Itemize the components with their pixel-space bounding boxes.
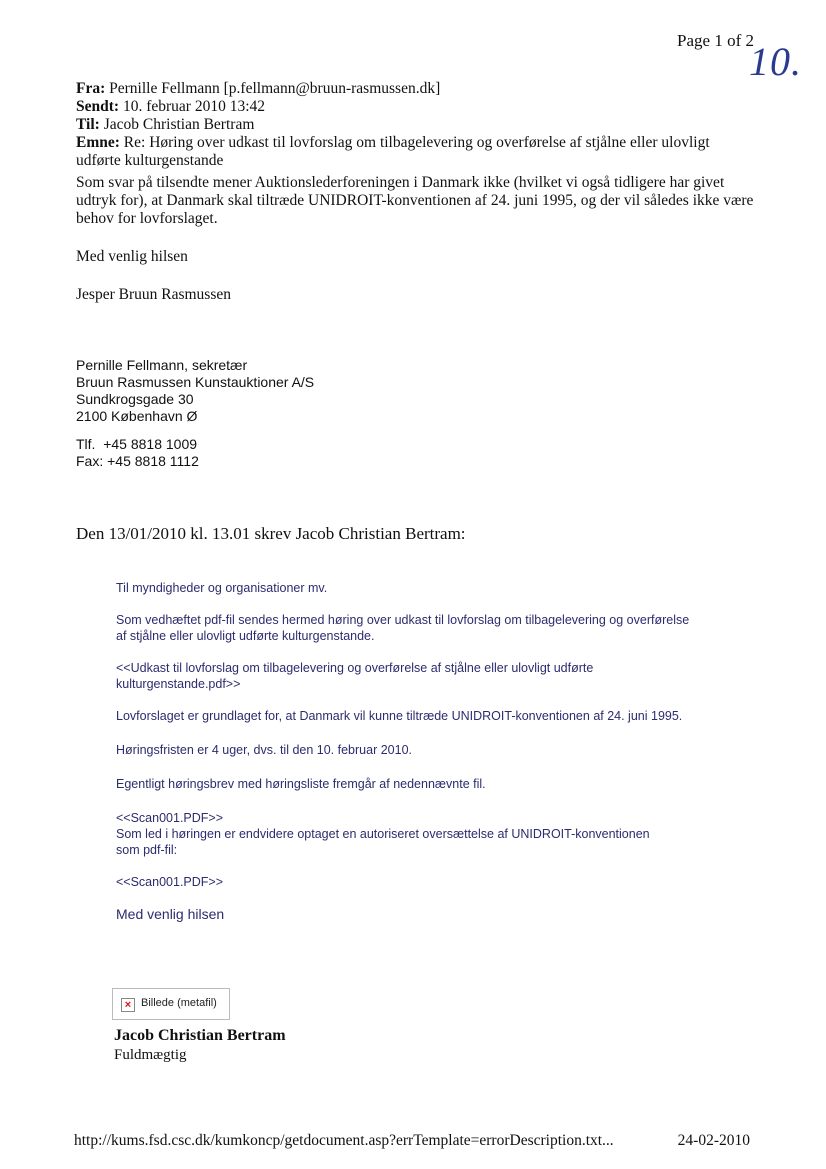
- quoted-paragraph: Lovforslaget er grundlaget for, at Danmark vil kunne tiltræde UNIDROIT-konventionen af 24. juni 1995.: [116, 709, 683, 723]
- signer-name: Jesper Bruun Rasmussen: [76, 286, 231, 303]
- sent-line: Sendt: 10. februar 2010 13:42: [76, 98, 266, 115]
- from-line: Fra: Pernille Fellmann [p.fellmann@bruun-rasmussen.dk]: [76, 80, 441, 97]
- to-value: Jacob Christian Bertram: [103, 116, 255, 133]
- sender-name: Jacob Christian Bertram: [114, 1027, 286, 1044]
- broken-image-icon: ×: [121, 998, 135, 1012]
- sig-phone: Tlf. +45 8818 1009: [76, 436, 198, 452]
- body-text: Som svar på tilsendte mener Auktionslederforeningen i Danmark ikke (hvilket vi også tidligere har givet udtryk for), at Danmark skal tiltræde UNIDROIT-konventionen af 24. juni 1995, og der vil således ikke være behov for lovforslaget.: [76, 174, 754, 227]
- sig-line: Sundkrogsgade 30: [76, 391, 194, 407]
- footer-date: 24-02-2010: [677, 1132, 750, 1149]
- image-placeholder-label: Billede (metafil): [141, 997, 217, 1009]
- quoted-greeting: Med venlig hilsen: [116, 906, 225, 922]
- sent-value: 10. februar 2010 13:42: [122, 98, 266, 115]
- page-number: Page 1 of 2: [677, 31, 754, 50]
- footer-url: http://kums.fsd.csc.dk/kumkoncp/getdocument.asp?errTemplate=errorDescription.txt...: [74, 1132, 614, 1149]
- quoted-paragraph: Til myndigheder og organisationer mv.: [116, 581, 328, 595]
- subject-value: Re: Høring over udkast til lovforslag om tilbagelevering og overførelse af stjålne eller ulovligt udførte kulturgenstande: [76, 134, 710, 169]
- greeting: Med venlig hilsen: [76, 248, 188, 265]
- quoted-paragraph: Som led i høringen er endvidere optaget en autoriseret oversættelse af UNIDROIT-konventionen som pdf-fil:: [116, 827, 650, 857]
- quoted-paragraph: <<Scan001.PDF>>: [116, 811, 224, 825]
- image-placeholder: [112, 988, 230, 1020]
- quoted-paragraph: Egentligt høringsbrev med høringsliste fremgår af nedennævnte fil.: [116, 777, 486, 791]
- sender-title: Fuldmægtig: [114, 1047, 187, 1063]
- quote-intro: Den 13/01/2010 kl. 13.01 skrev Jacob Christian Bertram:: [76, 524, 466, 543]
- from-value: Pernille Fellmann [p.fellmann@bruun-rasmussen.dk]: [109, 80, 441, 97]
- quoted-paragraph: Som vedhæftet pdf-fil sendes hermed høring over udkast til lovforslag om tilbagelevering og overførelse af stjålne eller ulovligt udførte kulturgenstande.: [116, 613, 690, 643]
- handwritten-mark: 10.: [749, 39, 802, 84]
- quoted-paragraph: <<Scan001.PDF>>: [116, 875, 224, 889]
- quoted-paragraph: Høringsfristen er 4 uger, dvs. til den 10. februar 2010.: [116, 743, 412, 757]
- sig-line: Pernille Fellmann, sekretær: [76, 357, 248, 373]
- sig-fax: Fax: +45 8818 1112: [76, 453, 199, 469]
- sig-line: 2100 København Ø: [76, 408, 198, 424]
- signature-block: [76, 357, 314, 470]
- subject-line: Emne: Re: Høring over udkast til lovforslag om tilbagelevering og overførelse af stjålne eller ulovligt udførte kulturgenstande: [76, 134, 710, 169]
- sig-line: Bruun Rasmussen Kunstauktioner A/S: [76, 374, 315, 390]
- to-line: Til: Jacob Christian Bertram: [76, 116, 255, 133]
- email-header: [76, 80, 756, 170]
- quoted-paragraph: <<Udkast til lovforslag om tilbagelevering og overførelse af stjålne eller ulovligt udførte kulturgenstande.pdf>>: [116, 661, 594, 691]
- quoted-message: [116, 580, 716, 922]
